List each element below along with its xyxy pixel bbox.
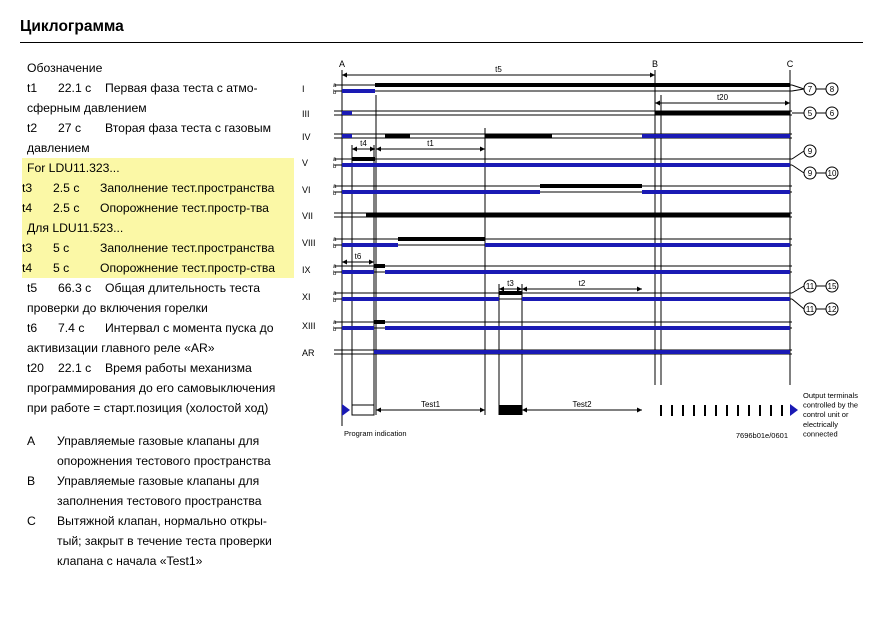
legend-duration: 5 с xyxy=(53,261,70,275)
signal-bar-black xyxy=(385,134,410,138)
terminal-label: 10 xyxy=(827,169,837,178)
terminal-label: 5 xyxy=(807,109,813,118)
row-a-label: a xyxy=(333,237,337,243)
row-b-label: b xyxy=(333,90,337,96)
timing-t4-label: t4 xyxy=(360,139,367,148)
program-indication-label: Program indication xyxy=(344,429,407,438)
phase-test1-label: Test1 xyxy=(420,400,441,409)
legend-valve-text: опорожнения тестового пространства xyxy=(57,454,271,468)
legend-text: Для LDU11.523... xyxy=(27,221,124,235)
legend-title: Обозначение xyxy=(27,61,103,75)
terminal-lead xyxy=(792,299,804,309)
legend-description: Время работы механизма xyxy=(105,361,252,375)
program-window xyxy=(352,405,374,415)
row-a-label: a xyxy=(333,184,337,190)
legend-symbol: t3 xyxy=(22,181,33,195)
output-note-line: Output terminals xyxy=(803,391,859,400)
signal-bar-blue xyxy=(342,111,352,115)
row-a-label: a xyxy=(333,83,337,89)
output-note-line: controlled by the xyxy=(803,400,859,410)
legend-text: активизации главного реле «AR» xyxy=(27,341,215,355)
timing-t6-arrow-end xyxy=(369,260,374,265)
legend-valve-text: заполнения тестового пространства xyxy=(57,494,262,508)
terminal-label: 11 xyxy=(805,305,815,314)
legend-valve-text: Управляемые газовые клапаны для xyxy=(57,474,260,488)
signal-bar-black xyxy=(655,111,790,115)
timing-t1-arrow-start xyxy=(376,147,381,152)
terminal-lead xyxy=(792,85,804,89)
legend-valve-key: B xyxy=(27,474,36,488)
row-label-VII: VII xyxy=(302,211,314,221)
program-end-triangle xyxy=(790,404,798,416)
signal-bar-blue xyxy=(522,297,790,301)
phase-test2-arrow-end xyxy=(637,408,642,413)
row-label-XIII: XIII xyxy=(302,321,316,331)
signal-bar-black xyxy=(366,213,790,217)
signal-bar-blue xyxy=(342,163,790,167)
legend-duration: 22.1 с xyxy=(58,361,92,375)
legend-symbol: t5 xyxy=(27,281,38,295)
timing-t6-label: t6 xyxy=(354,252,362,261)
phase-test2-label: Test2 xyxy=(572,400,592,409)
legend-duration: 7.4 с xyxy=(58,321,85,335)
signal-bar-blue xyxy=(342,190,540,194)
terminal-label: 15 xyxy=(827,282,837,291)
signal-bar-blue xyxy=(385,270,790,274)
row-label-I: I xyxy=(302,84,305,94)
timing-t6-arrow-start xyxy=(342,260,347,265)
timing-t1-arrow-end xyxy=(480,147,485,152)
signal-bar-black xyxy=(485,134,552,138)
drawing-code: 7696b01e/0601 xyxy=(735,431,788,440)
timing-t3-label: t3 xyxy=(507,279,514,288)
legend-duration: 27 с xyxy=(58,121,82,135)
row-label-IX: IX xyxy=(302,265,311,275)
phase-test1-arrow-start xyxy=(376,408,381,413)
signal-bar-blue xyxy=(342,270,374,274)
signal-bar-black xyxy=(655,83,790,87)
output-note-line: control unit or xyxy=(803,410,849,420)
timing-t1-label: t1 xyxy=(427,139,434,148)
marker-label-C: C xyxy=(786,59,794,69)
legend-text: программирования до его самовыключения xyxy=(27,381,276,395)
terminal-label: 9 xyxy=(807,147,813,156)
marker-label-B: B xyxy=(651,59,659,69)
signal-bar-black xyxy=(499,405,522,415)
legend-symbol: t4 xyxy=(22,261,33,275)
timing-t4-arrow-start xyxy=(352,147,357,152)
row-b-label: b xyxy=(333,271,337,277)
signal-bar-blue xyxy=(485,243,790,247)
signal-bar-blue xyxy=(385,326,790,330)
legend-description: Интервал с момента пуска до xyxy=(105,321,274,335)
terminal-lead xyxy=(792,89,804,91)
legend-description: Опорожнение тест.простр-тва xyxy=(100,201,269,215)
legend-description: Первая фаза теста с атмо- xyxy=(105,81,258,95)
row-a-label: a xyxy=(333,291,337,297)
row-label-XI: XI xyxy=(302,292,311,302)
legend-valve-text: тый; закрыт в течение теста проверки xyxy=(57,534,272,548)
terminal-lead xyxy=(792,151,804,159)
legend-symbol: t4 xyxy=(22,201,33,215)
legend-description: Заполнение тест.пространства xyxy=(100,181,275,195)
timing-t5-label: t5 xyxy=(495,65,502,74)
timing-t20-arrow-end xyxy=(785,101,790,106)
signal-bar-blue xyxy=(342,243,398,247)
legend-symbol: t1 xyxy=(27,81,38,95)
legend-valve-key: C xyxy=(27,514,36,528)
legend-valve-text: Вытяжной клапан, нормально откры- xyxy=(57,514,267,528)
terminal-label: 12 xyxy=(827,305,837,314)
terminal-label: 11 xyxy=(805,282,815,291)
timing-t5-arrow-end xyxy=(650,73,655,78)
signal-bar-black xyxy=(374,264,385,268)
signal-bar-blue xyxy=(642,190,790,194)
row-b-label: b xyxy=(333,164,337,170)
row-label-V: V xyxy=(302,158,309,168)
phase-test2-arrow-start xyxy=(522,408,527,413)
legend-text: проверки до включения горелки xyxy=(27,301,208,315)
legend-symbol: t20 xyxy=(27,361,44,375)
row-a-label: a xyxy=(333,320,337,326)
terminal-label: 7 xyxy=(807,85,813,94)
legend-duration: 22.1 с xyxy=(58,81,92,95)
signal-bar-blue xyxy=(342,297,499,301)
terminal-label: 9 xyxy=(807,169,813,178)
terminal-label: 8 xyxy=(829,85,835,94)
program-start-triangle xyxy=(342,404,350,416)
signal-bar-blue xyxy=(342,89,375,93)
marker-label-A: A xyxy=(338,59,346,69)
legend-symbol: t6 xyxy=(27,321,38,335)
legend-description: Опорожнение тест.простр-ства xyxy=(100,261,276,275)
legend-description: Общая длительность теста xyxy=(105,281,261,295)
row-b-label: b xyxy=(333,298,337,304)
row-b-label: b xyxy=(333,244,337,250)
terminal-label: 6 xyxy=(829,109,835,118)
timing-t3-arrow-end xyxy=(517,287,522,292)
terminal-lead xyxy=(792,286,804,293)
signal-bar-black xyxy=(375,83,655,87)
legend-duration: 2.5 с xyxy=(53,201,80,215)
page-title: Циклограмма xyxy=(20,18,124,35)
output-note-line: electrically xyxy=(803,419,839,429)
signal-bar-black xyxy=(540,184,642,188)
legend-duration: 66.3 с xyxy=(58,281,92,295)
phase-test1-arrow-end xyxy=(480,408,485,413)
row-a-label: a xyxy=(333,157,337,163)
signal-bar-black xyxy=(374,320,385,324)
legend-text: давлением xyxy=(27,141,90,155)
timing-t3-arrow-start xyxy=(499,287,504,292)
legend-valve-text: клапана с начала «Test1» xyxy=(57,554,203,568)
legend-duration: 2.5 с xyxy=(53,181,80,195)
timing-t20-label: t20 xyxy=(716,93,729,102)
timing-t20-arrow-start xyxy=(655,101,660,106)
signal-bar-blue xyxy=(374,350,790,354)
row-label-III: III xyxy=(302,109,310,119)
signal-bar-blue xyxy=(342,134,352,138)
legend-description: Заполнение тест.пространства xyxy=(100,241,275,255)
signal-bar-blue xyxy=(642,134,790,138)
legend-symbol: t2 xyxy=(27,121,38,135)
row-label-VI: VI xyxy=(302,185,311,195)
legend-description: Вторая фаза теста с газовым xyxy=(105,121,271,135)
timing-t5-arrow-start xyxy=(342,73,347,78)
timing-t2-arrow-start xyxy=(522,287,527,292)
legend-duration: 5 с xyxy=(53,241,70,255)
legend-valve-text: Управляемые газовые клапаны для xyxy=(57,434,260,448)
legend-text: при работе = старт.позиция (холостой ход) xyxy=(27,401,269,415)
legend-valve-key: A xyxy=(27,434,36,448)
timing-t2-label: t2 xyxy=(578,279,586,288)
legend-text: For LDU11.323... xyxy=(27,161,120,175)
signal-bar-black xyxy=(398,237,485,241)
timing-t2-arrow-end xyxy=(637,287,642,292)
row-label-AR: AR xyxy=(302,348,315,358)
row-label-VIII: VIII xyxy=(302,238,316,248)
signal-bar-black xyxy=(499,291,522,295)
row-a-label: a xyxy=(333,264,337,270)
signal-bar-black xyxy=(352,157,375,161)
terminal-lead xyxy=(792,165,804,173)
legend-text: сферным давлением xyxy=(27,101,147,115)
signal-bar-blue xyxy=(342,326,374,330)
row-b-label: b xyxy=(333,191,337,197)
row-b-label: b xyxy=(333,327,337,333)
legend-symbol: t3 xyxy=(22,241,33,255)
row-label-IV: IV xyxy=(302,132,311,142)
output-note-line: connected xyxy=(803,429,838,439)
